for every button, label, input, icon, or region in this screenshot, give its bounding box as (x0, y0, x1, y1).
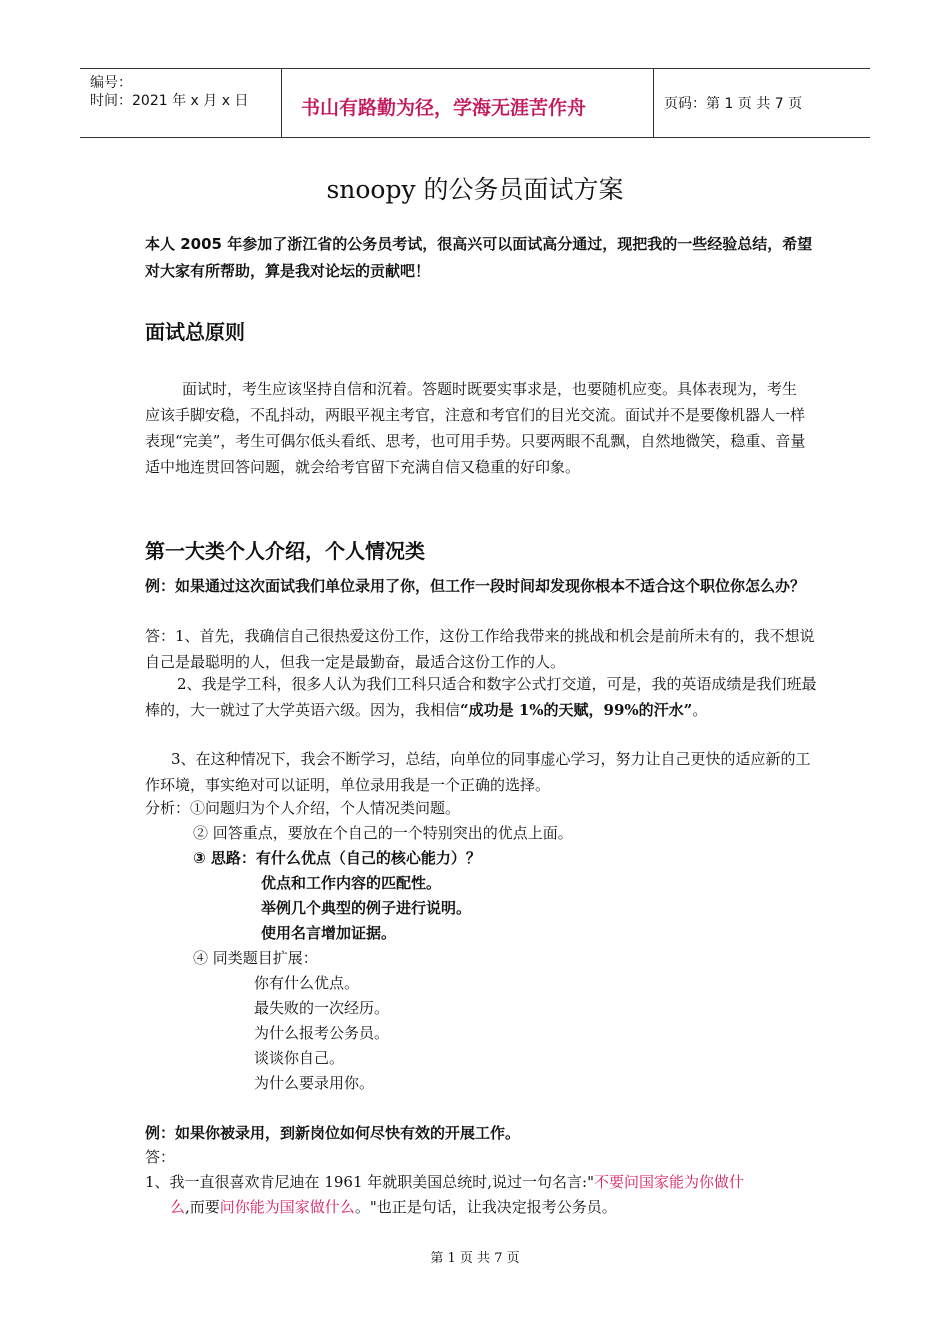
answer-1-point-2-end: 。 (692, 701, 708, 719)
answer-1-point-2 (145, 671, 817, 723)
answer-2-text: 1、我一直很喜欢肯尼迪在 1961 年就职美国总统时,说过一句名言:" (145, 1173, 594, 1191)
analysis-line-2: ② 回答重点，要放在个自己的一个特别突出的优点上面。 (193, 824, 573, 842)
extension-item: 为什么报考公务员。 (254, 1024, 390, 1042)
header-motto-cell (282, 69, 654, 137)
answer-2-point-1 (145, 1170, 744, 1194)
analysis-line-3: ③ 思路：有什么优点（自己的核心能力）？ (193, 849, 481, 867)
intro-paragraph: 本人 2005 年参加了浙江省的公务员考试，很高兴可以面试高分通过，现把我的一些经验总结，希望对大家有所帮助，算是我对论坛的贡献吧！ (145, 235, 813, 280)
motto: 书山有路勤为径，学海无涯苦作舟 (301, 97, 587, 119)
answer-1-point-3: 3、在这种情况下，我会不断学习，总结，向单位的同事虚心学习，努力让自己更快的适应新的工作环境，事实绝对可以证明，单位录用我是一个正确的选择。 (145, 750, 811, 794)
page-indicator: 页码：第 1 页 共 7 页 (664, 96, 803, 112)
answer-2-mid: ,而要 (185, 1198, 220, 1216)
section-heading-principles: 面试总原则 (145, 320, 245, 344)
quote-part-1-end: 么 (170, 1198, 186, 1216)
extension-item: 你有什么优点。 (254, 974, 360, 992)
quote-part-2: 问你能为国家做什么 (219, 1198, 355, 1216)
quote-part-1: 不要问国家能为你做什 (593, 1173, 744, 1191)
analysis-line-6: 使用名言增加证据。 (261, 924, 397, 942)
analysis-line-7: ④ 同类题目扩展： (193, 949, 318, 967)
extension-item: 谈谈你自己。 (254, 1049, 345, 1067)
document-title: snoopy 的公务员面试方案 (326, 175, 624, 204)
header-page-cell (654, 69, 870, 137)
page-header (80, 68, 870, 138)
answer-1-point-2-text: 2、我是学工科，很多人认为我们工科只适合和数字公式打交道，可是，我的英语成绩是我们班最棒的，大一就过了大学英语六级。因为，我相信 (145, 675, 817, 719)
analysis-line-5: 举例几个典型的例子进行说明。 (261, 899, 472, 917)
header-meta-cell (80, 69, 282, 137)
extension-item: 最失败的一次经历。 (254, 999, 390, 1017)
principles-paragraph: 面试时，考生应该坚持自信和沉着。答题时既要实事求是，也要随机应变。具体表现为，考生应该手脚安稳，不乱抖动，两眼平视主考官，注意和考官们的目光交流。面试并不是要像机器人一样表现“完美”，考生可偶尔低头看纸、思考，也可用手势。只要两眼不乱飘，自然地微笑，稳重、音量适中地连贯回答问题，就会给考官留下充满自信又稳重的好印象。 (145, 380, 806, 476)
document-number: 编号： (90, 75, 132, 91)
success-quote: “成功是 1%的天赋，99%的汗水” (460, 701, 693, 719)
analysis-line-4: 优点和工作内容的匹配性。 (261, 874, 442, 892)
document-date: 时间：2021 年 x 月 x 日 (90, 93, 249, 109)
section-heading-personal: 第一大类个人介绍，个人情况类 (145, 539, 425, 563)
analysis-line-1: 分析：①问题归为个人介绍，个人情况类问题。 (145, 799, 461, 817)
question-2: 例：如果你被录用，到新岗位如何尽快有效的开展工作。 (145, 1124, 521, 1142)
page-footer: 第 1 页 共 7 页 (430, 1251, 520, 1266)
question-1: 例：如果通过这次面试我们单位录用了你，但工作一段时间却发现你根本不适合这个职位你怎么办？ (145, 577, 806, 595)
answer-2-label: 答： (145, 1148, 176, 1166)
answer-2-end: 。"也正是句话，让我决定报考公务员。 (354, 1198, 617, 1216)
extension-item: 为什么要录用你。 (254, 1074, 375, 1092)
answer-2-point-1-cont (170, 1195, 617, 1219)
answer-1-point-1: 答：1、首先，我确信自己很热爱这份工作，这份工作给我带来的挑战和机会是前所未有的，我不想说自己是最聪明的人，但我一定是最勤奋，最适合这份工作的人。 (145, 627, 815, 671)
